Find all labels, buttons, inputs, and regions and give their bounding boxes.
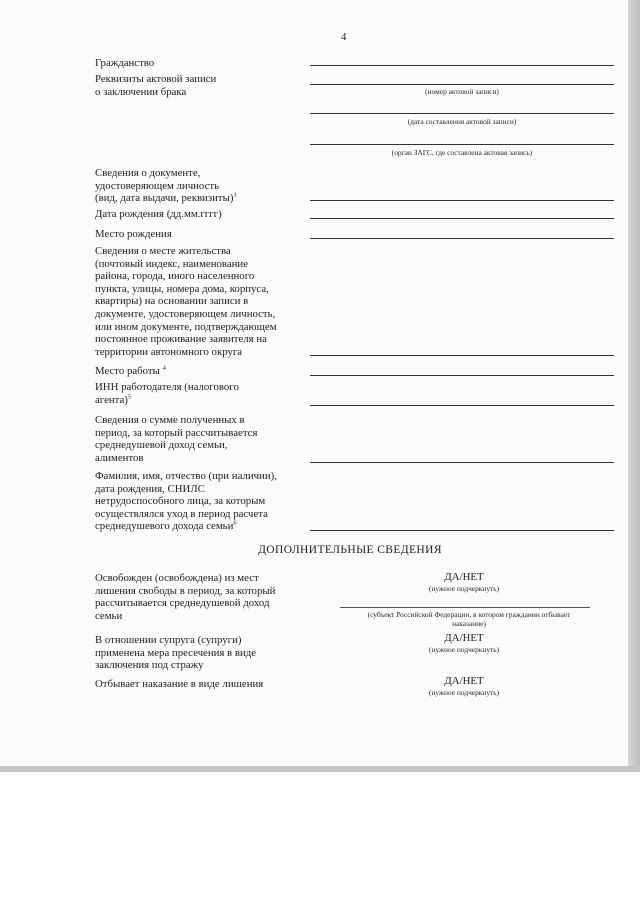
registry-office-caption: (орган ЗАГС, где составлена актовая запись) — [391, 148, 533, 157]
alimony-label: Сведения о сумме полученных в период, за который рассчитывается среднедушевой доход семьи, алиментов — [95, 414, 258, 464]
serving-sentence-hint: (нужное подчеркнуть) — [428, 688, 500, 697]
footnote-mark: 5 — [127, 393, 132, 400]
subject-rf-caption: (субъект Российской Федерации, в котором гражданин отбывает наказание) — [367, 610, 571, 628]
employer-inn-label: ИНН работодателя (налогового агента)$^5$ — [95, 381, 239, 406]
additional-section-title: ДОПОЛНИТЕЛЬНЫЕ СВЕДЕНИЯ — [258, 544, 442, 556]
spouse-custody-yes-no[interactable]: ДА/НЕТ — [444, 632, 484, 644]
residence-line[interactable] — [310, 355, 614, 356]
released-hint: (нужное подчеркнуть) — [428, 584, 500, 593]
released-yes-no[interactable]: ДА/НЕТ — [444, 571, 484, 583]
registry-office-line[interactable] — [310, 144, 614, 145]
page-number: 4 — [341, 31, 347, 43]
birth-place-label: Место рождения — [95, 228, 172, 240]
disabled-person-line[interactable] — [310, 530, 614, 531]
birth-date-label: Дата рождения (дд.мм.гггг) — [95, 208, 222, 220]
serving-sentence-yes-no[interactable]: ДА/НЕТ — [444, 675, 484, 687]
workplace-line[interactable] — [310, 375, 614, 376]
birth-date-line[interactable] — [310, 218, 614, 219]
id-document-line[interactable] — [310, 200, 614, 201]
citizenship-label: Гражданство — [95, 57, 155, 69]
disabled-person-label: Фамилия, имя, отчество (при наличии), дата рождения, СНИЛС нетрудоспособного лица, за которым осуществлялся уход в период расчета среднедушевого дохода семьи$^6$ — [95, 470, 277, 533]
scan-bottom-edge — [0, 766, 640, 772]
serving-sentence-label: Отбывает наказание в виде лишения — [95, 678, 264, 690]
record-number-caption: (номер актовой записи) — [425, 87, 499, 96]
workplace-label: Место работы $^4$ — [95, 364, 166, 377]
footnote-mark: 1 — [233, 191, 237, 199]
record-date-caption: (дата составления актовой записи) — [407, 117, 517, 126]
employer-inn-line[interactable] — [310, 405, 614, 406]
footnote-mark: 6 — [233, 519, 237, 527]
subject-rf-line[interactable] — [340, 607, 590, 608]
id-document-label: Сведения о документе, удостоверяющем личность (вид, дата выдачи, реквизиты)$^1$ — [95, 167, 237, 205]
residence-label: Сведения о месте жительства (почтовый индекс, наименование района, города, иного населенного пункта, улицы, номера дома, корпуса, квартиры) на основании записи в документе, удостоверяющем личность, или ином документе, подтверждающем постоянное проживание заявителя на территории автономного округа — [95, 245, 277, 358]
released-from-prison-label: Освобожден (освобождена) из мест лишения свободы в период, за который рассчитывается среднедушевой доход семьи — [95, 572, 276, 622]
scan-edge-shadow — [628, 0, 640, 772]
footnote-mark: 4 — [162, 364, 166, 372]
spouse-custody-hint: (нужное подчеркнуть) — [428, 645, 500, 654]
birth-place-line[interactable] — [310, 238, 614, 239]
marriage-record-label: Реквизиты актовой записи о заключении брака — [95, 73, 217, 98]
record-number-line[interactable] — [310, 84, 614, 85]
citizenship-line[interactable] — [310, 65, 614, 66]
record-date-line[interactable] — [310, 113, 614, 114]
spouse-custody-label: В отношении супруга (супруги) применена мера пресечения в виде заключения под стражу — [95, 634, 257, 672]
alimony-line[interactable] — [310, 462, 614, 463]
